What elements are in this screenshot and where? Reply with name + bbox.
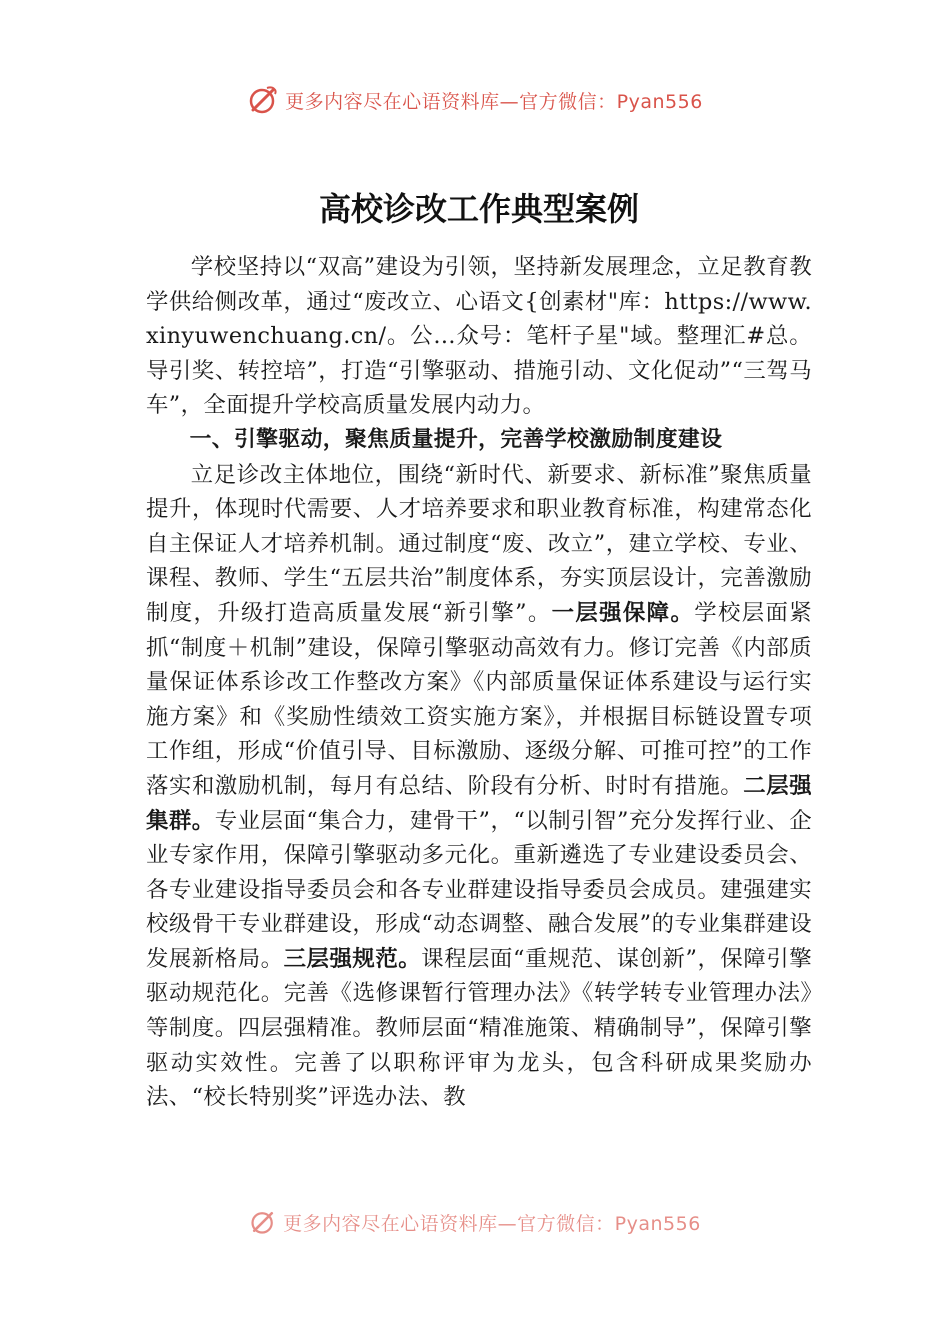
section-1-text-c: 专业层面“集合力，建骨干”，“以制引智”充分发挥行业、企业专家作用，保障引擎驱动多元化。重新遴选了专业建设委员会、各专业建设指导委员会和各专业群建设指导委员会成员。建强建实校级骨干专业群建设，形成“动态调整、融合发展”的专业集群建设发展新格局。: [146, 807, 812, 972]
watermark-banner-top: [0, 84, 950, 116]
document-page: [146, 178, 812, 1115]
section-1-text-a: 立足诊改主体地位，围绕“新时代、新要求、新标准”聚焦质量提升，体现时代需要、人才培养要求和职业教育标准，构建常态化自主保证人才培养机制。通过制度“废、改立”，建立学校、专业、课程、教师、学生“五层共治”制度体系，夯实顶层设计，完善激励制度，升级打造高质量发展“新引擎”。: [146, 461, 812, 626]
bold-label-level-3: 三层强规范。: [283, 945, 422, 972]
document-title: 高校诊改工作典型案例: [318, 190, 639, 228]
brush-logo-icon: [249, 1208, 277, 1236]
watermark-banner-bottom: [0, 1208, 950, 1236]
section-heading-1: 一、引擎驱动，聚焦质量提升，完善学校激励制度建设: [189, 426, 723, 452]
section-1-text-b: 学校层面紧抓“制度＋机制”建设，保障引擎驱动高效有力。修订完善《内部质量保证体系诊改工作整改方案》《内部质量保证体系建设与运行实施方案》和《奖励性绩效工资实施方案》，并根据目标链设置专项工作组，形成“价值引导、目标激励、逐级分解、可推可控”的工作落实和激励机制，每月有总结、阶段有分析、时时有措施。: [146, 599, 813, 799]
bold-label-level-1: 一层强保障。: [551, 599, 695, 626]
intro-paragraph: 学校坚持以“双高”建设为引领，坚持新发展理念，立足教育教学供给侧改革，通过“废改立、心语文{创素材"库：https://www.xinyuwenchuang.cn/。公…众号：笔杆子星"域。整理汇#总。导引奖、转控培”，打造“引擎驱动、措施引动、文化促动”“三驾马车”，全面提升学校高质量发展内动力。: [146, 254, 812, 419]
section-1-text-d: 课程层面“重规范、谋创新”，保障引擎驱动规范化。完善《选修课暂行管理办法》《转学转专业管理办法》等制度。四层强精准。教师层面“精准施策、精确制导”，保障引擎驱动实效性。完善了以职称评审为龙头，包含科研成果奖励办法、“校长特别奖”评选办法、教: [146, 945, 812, 1111]
watermark-text-bottom: 更多内容尽在心语资料库—官方微信：Pyan556: [283, 1212, 701, 1235]
section-1-body: [146, 458, 812, 1115]
bold-label-level-2: 二层强集群。: [146, 772, 812, 834]
watermark-text: 更多内容尽在心语资料库—官方微信：Pyan556: [285, 90, 703, 113]
brush-logo-icon: [247, 84, 279, 116]
